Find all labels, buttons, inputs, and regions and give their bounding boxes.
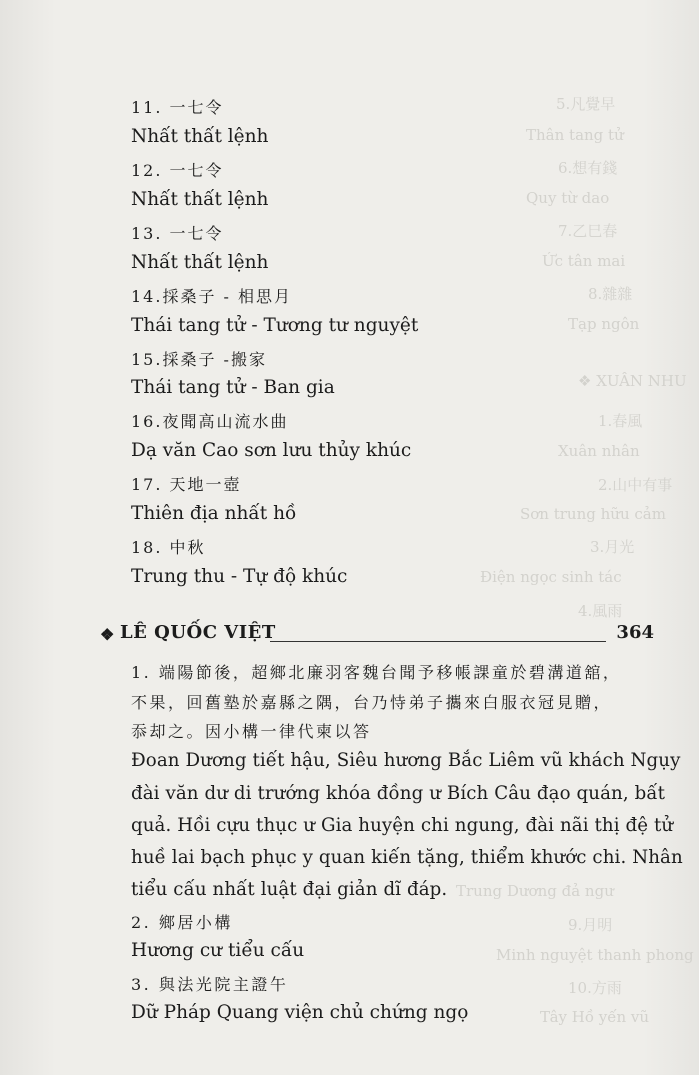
bleed-line: Sơn trung hữu cảm [520, 505, 666, 523]
entry-vn: Trung thu - Tự độ khúc [131, 566, 348, 587]
bleed-line: Điện ngọc sinh tác [480, 568, 622, 586]
bleed-line: 6.想有錢 [558, 159, 618, 177]
entry-vn: Thái tang tử - Tương tư nguyệt [131, 315, 419, 336]
entry-cn: 12. 一七令 [131, 161, 224, 180]
section-heading [100, 622, 654, 648]
entry-cn: 17. 天地一壺 [131, 475, 242, 494]
bleed-line: 4.風雨 [578, 602, 623, 620]
entry-cn: 13. 一七令 [131, 224, 224, 243]
entry-cn: 18. 中秋 [131, 538, 206, 557]
entry-vn: Nhất thất lệnh [131, 252, 269, 273]
bleed-line: 5.凡覺早 [556, 95, 616, 113]
entry-cn: 16.夜聞高山流水曲 [131, 412, 289, 431]
section-page-number: 364 [616, 622, 654, 643]
bleed-line: 7.乙巳春 [558, 222, 618, 240]
bleed-line: Ức tân mai [542, 252, 626, 270]
poem3-cn: 3. 與法光院主證午 [131, 975, 289, 994]
bleed-line: Thân tang tử [526, 126, 624, 144]
bleed-line: Quy từ dao [526, 189, 610, 207]
poem1-cn-line: 1. 端陽節後，超鄉北廉羽客魏台聞予移帳課童於碧溝道舘， [131, 663, 622, 682]
entry-vn: Nhất thất lệnh [131, 126, 269, 147]
bleed-line: Xuân nhân [558, 442, 640, 460]
bleed-line: 2.山中有事 [598, 476, 673, 494]
poem1-vn-line: Đoan Dương tiết hậu, Siêu hương Bắc Liêm vũ khách Ngụy [131, 750, 681, 771]
poem1-cn-line: 忝却之。因小構一律代柬以答 [131, 722, 372, 741]
bleed-line: 8.雜雜 [588, 285, 633, 303]
bleed-line: 9.月明 [568, 916, 613, 934]
entry-vn: Nhất thất lệnh [131, 189, 269, 210]
leader-line [270, 641, 606, 642]
bleed-line: Trung Dương đả ngư [456, 882, 614, 900]
poem1-vn-line: đài văn dư di trướng khóa đồng ư Bích Câu đạo quán, bất [131, 783, 665, 804]
bleed-line: Tạp ngôn [568, 315, 640, 333]
entry-cn: 15.採桑子 -搬家 [131, 350, 267, 369]
poem1-vn-line: quả. Hồi cựu thục ư Gia huyện chi ngung, đài nãi thị đệ tử [131, 815, 674, 836]
entry-vn: Thiên địa nhất hồ [131, 503, 297, 524]
bleed-line: 3.月光 [590, 538, 635, 556]
poem3-vn: Dữ Pháp Quang viện chủ chứng ngọ [131, 1002, 469, 1023]
bleed-line: Tây Hồ yến vũ [540, 1008, 650, 1026]
bleed-line: ❖ XUÂN NHU [578, 372, 687, 390]
poem2-vn: Hương cư tiểu cấu [131, 940, 305, 961]
bleed-line: 10.方雨 [568, 979, 622, 997]
section-title: LÊ QUỐC VIỆT [120, 622, 276, 643]
poem1-cn-line: 不果，回舊塾於嘉縣之隅，台乃恃弟子攜來白服衣冠見贈， [131, 693, 613, 712]
bleed-line: Minh nguyệt thanh phong [496, 946, 694, 964]
diamond-bullet-icon: ❖ [100, 625, 115, 644]
poem2-cn: 2. 鄉居小構 [131, 913, 233, 932]
entry-vn: Thái tang tử - Ban gia [131, 377, 335, 398]
entry-cn: 11. 一七令 [131, 98, 224, 117]
poem1-vn-line: tiểu cấu nhất luật đại giản dĩ đáp. [131, 879, 448, 900]
entry-cn: 14.採桑子 - 相思月 [131, 287, 293, 306]
poem1-vn-line: huề lai bạch phục y quan kiến tặng, thiểm khước chi. Nhân [131, 847, 683, 868]
bleed-line: 1.春風 [598, 412, 643, 430]
entry-vn: Dạ văn Cao sơn lưu thủy khúc [131, 440, 412, 461]
